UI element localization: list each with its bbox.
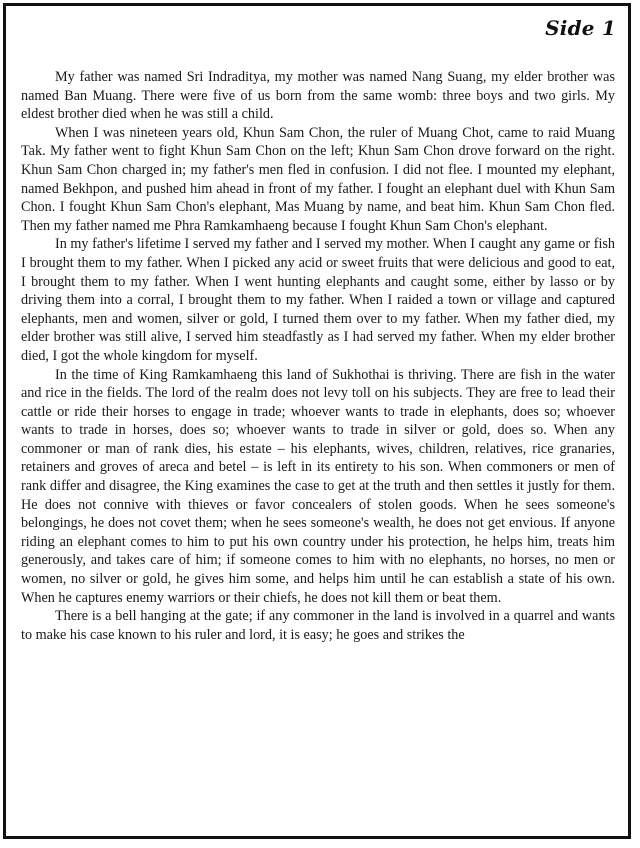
side-label: Side 1 [545, 16, 616, 40]
body-text [21, 68, 615, 644]
paragraph: When I was nineteen years old, Khun Sam Chon, the ruler of Muang Chot, came to raid Muang Tak. My father went to fight Khun Sam Chon on the left; Khun Sam Chon drove forward on the right. Khun Sam Chon charged in; my father's men fled in confusion. I did not flee. I mounted my elephant, named Bekhpon, and pushed him ahead in front of my father. I fought an elephant duel with Khun Sam Chon. I fought Khun Sam Chon's elephant, Mas Muang by name, and beat him. Khun Sam Chon fled. Then my father named me Phra Ramkamhaeng because I fought Khun Sam Chon's elephant. [21, 124, 615, 234]
paragraph: In my father's lifetime I served my father and I served my mother. When I caught any game or fish I brought them to my father. When I picked any acid or sweet fruits that were delicious and good to eat, I brought them to my father. When I went hunting elephants and caught some, either by lasso or by driving them into a corral, I brought them to my father. When I raided a town or village and captured elephants, men and women, silver or gold, I turned them over to my father. When my father died, my elder brother was still alive, I served him steadfastly as I had served my father. When my elder brother died, I got the whole kingdom for myself. [21, 236, 615, 364]
paragraph: In the time of King Ramkamhaeng this land of Sukhothai is thriving. There are fish in the water and rice in the fields. The lord of the realm does not levy toll on his subjects. They are free to lead their cattle or ride their horses to engage in trade; whoever wants to trade in elephants, does so; whoever wants to trade in horses, does so; whoever wants to trade in silver or gold, does so. When any commoner or man of rank dies, his estate – his elephants, wives, children, relatives, rice granaries, retainers and groves of areca and betel – is left in its entirety to his son. When commoners or men of rank differ and disagree, the King examines the case to get at the truth and then settles it justly for them. He does not connive with thieves or favor concealers of stolen goods. When he sees someone's belongings, he does not covet them; when he sees someone's wealth, he does not get envious. If anyone riding an elephant comes to him to put his own country under his protection, he helps him, treats him generously, and takes care of him; if someone comes to him with no elephants, no horses, no men or women, no silver or gold, he gives him some, and helps him until he can establish a state of his own. When he captures enemy warriors or their chiefs, he does not kill them or beat them. [21, 366, 615, 606]
paragraph: There is a bell hanging at the gate; if any commoner in the land is involved in a quarrel and wants to make his case known to his ruler and lord, it is easy; he goes and strikes the [21, 608, 615, 643]
page-frame [3, 3, 631, 839]
paragraph: My father was named Sri Indraditya, my mother was named Nang Suang, my elder brother was named Ban Muang. There were five of us born from the same womb: three boys and two girls. My eldest brother died when he was still a child. [21, 69, 615, 123]
